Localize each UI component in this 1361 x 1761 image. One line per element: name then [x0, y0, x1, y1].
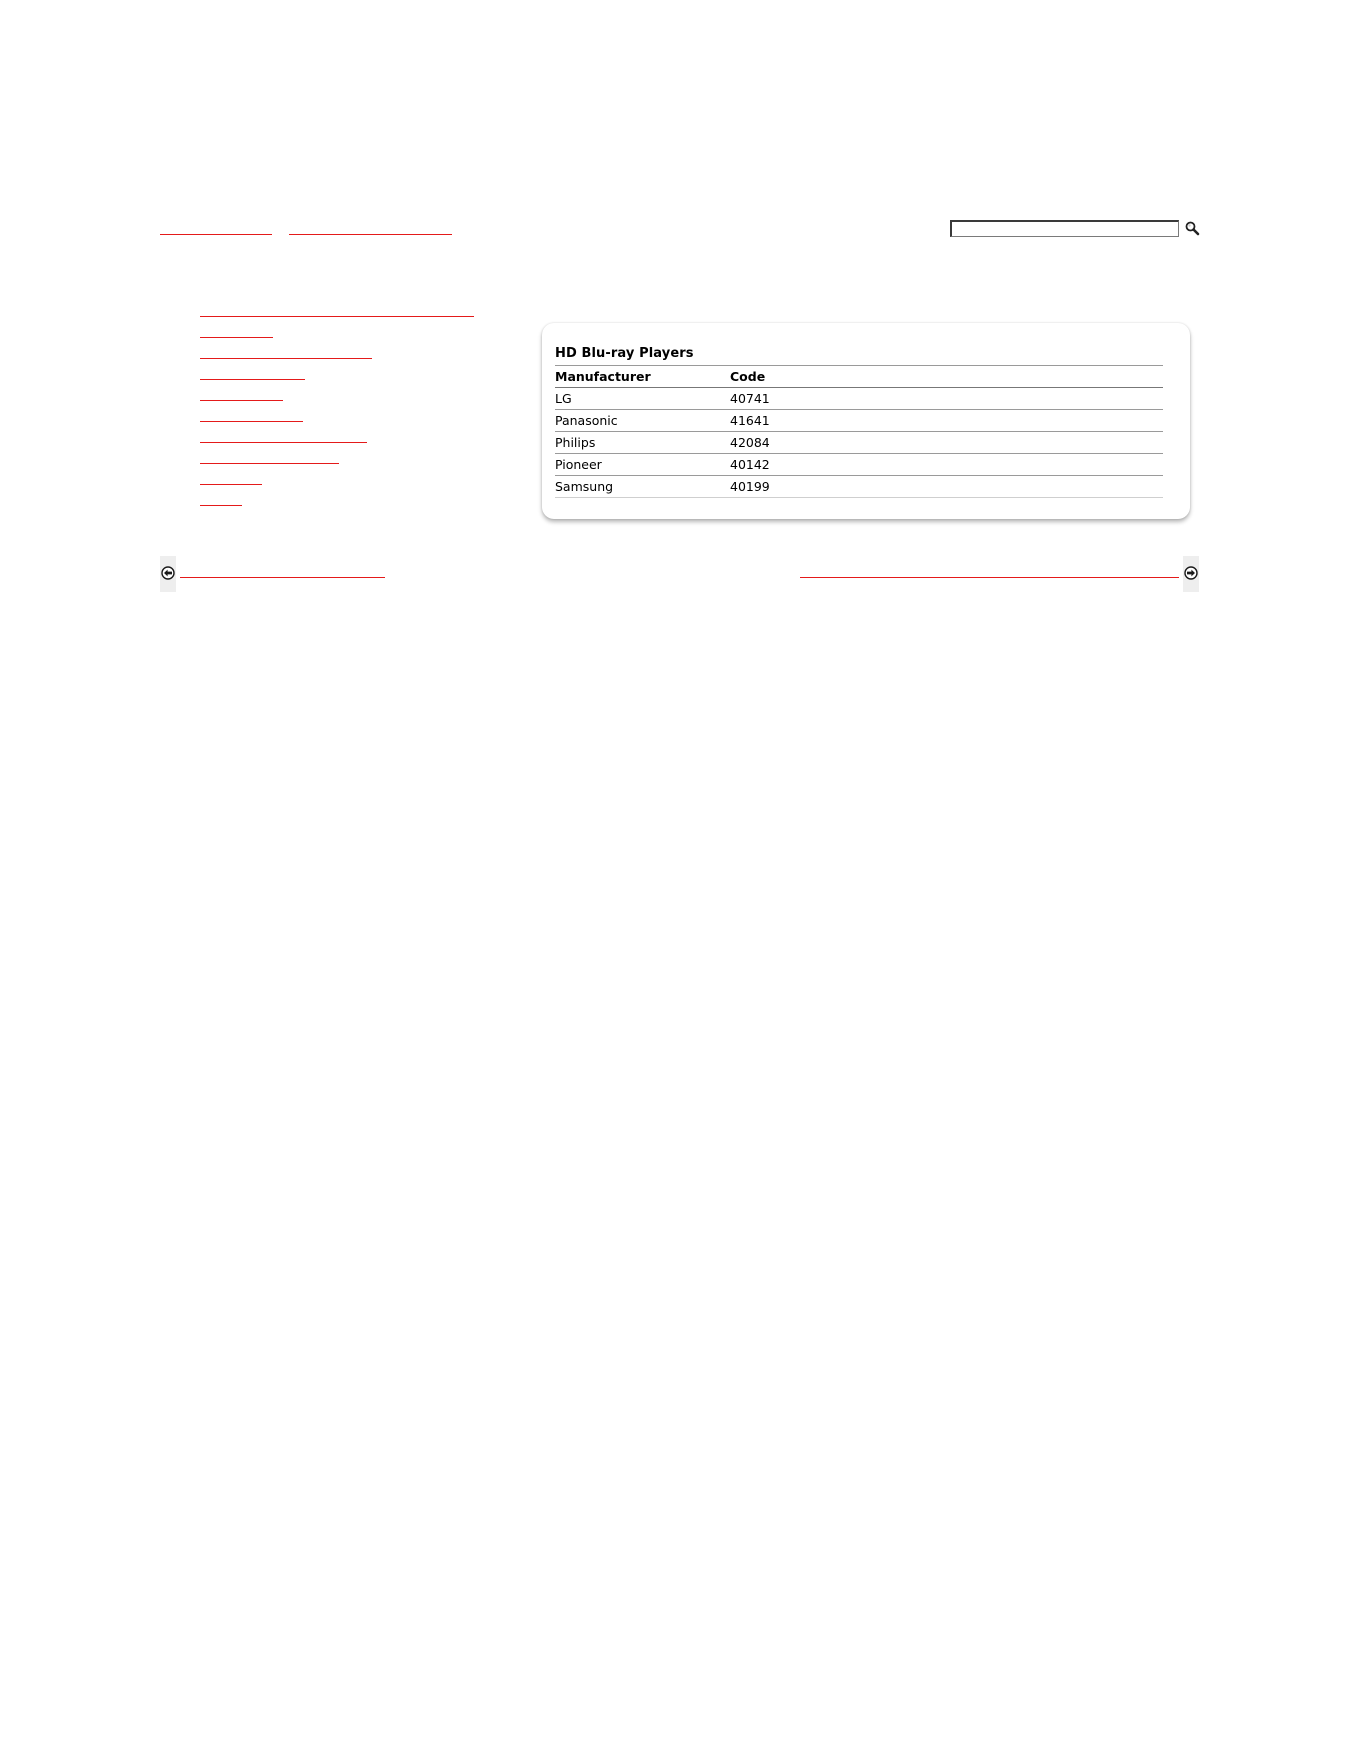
next-page-link[interactable]	[800, 577, 1179, 578]
next-page-tab	[1183, 556, 1199, 592]
table-row	[555, 432, 1163, 454]
cell-manufacturer: Samsung	[555, 476, 730, 498]
cell-manufacturer: Pioneer	[555, 454, 730, 476]
sidebar-item[interactable]	[200, 358, 372, 359]
arrow-right-circle-icon[interactable]	[1184, 566, 1198, 580]
breadcrumb-link-section[interactable]	[289, 234, 452, 235]
codes-card	[542, 323, 1190, 519]
cell-code: 41641	[730, 410, 1163, 432]
column-header-manufacturer: Manufacturer	[555, 366, 730, 388]
sidebar-item[interactable]	[200, 337, 273, 338]
cell-manufacturer: Panasonic	[555, 410, 730, 432]
table-row	[555, 476, 1163, 498]
table-header-row	[555, 366, 1163, 388]
cell-code: 42084	[730, 432, 1163, 454]
prev-page-tab	[160, 556, 176, 592]
cell-code: 40142	[730, 454, 1163, 476]
sidebar-item[interactable]	[200, 316, 474, 317]
cell-code: 40199	[730, 476, 1163, 498]
sidebar	[200, 316, 480, 526]
sidebar-item[interactable]	[200, 484, 262, 485]
cell-code: 40741	[730, 388, 1163, 410]
sidebar-item[interactable]	[200, 505, 242, 506]
prev-page-link[interactable]	[180, 577, 385, 578]
sidebar-item[interactable]	[200, 421, 303, 422]
column-header-code: Code	[730, 366, 1163, 388]
sidebar-item[interactable]	[200, 400, 283, 401]
card-title: HD Blu-ray Players	[555, 346, 694, 361]
breadcrumb-link-home[interactable]	[160, 234, 272, 235]
table-row	[555, 454, 1163, 476]
sidebar-item[interactable]	[200, 463, 339, 464]
cell-manufacturer: Philips	[555, 432, 730, 454]
search-input[interactable]	[950, 220, 1179, 237]
table-row	[555, 388, 1163, 410]
arrow-left-circle-icon[interactable]	[161, 566, 175, 580]
table-row	[555, 410, 1163, 432]
sidebar-item[interactable]	[200, 442, 367, 443]
magnifier-icon[interactable]	[1184, 220, 1200, 236]
cell-manufacturer: LG	[555, 388, 730, 410]
sidebar-item[interactable]	[200, 379, 305, 380]
codes-table	[555, 365, 1163, 498]
